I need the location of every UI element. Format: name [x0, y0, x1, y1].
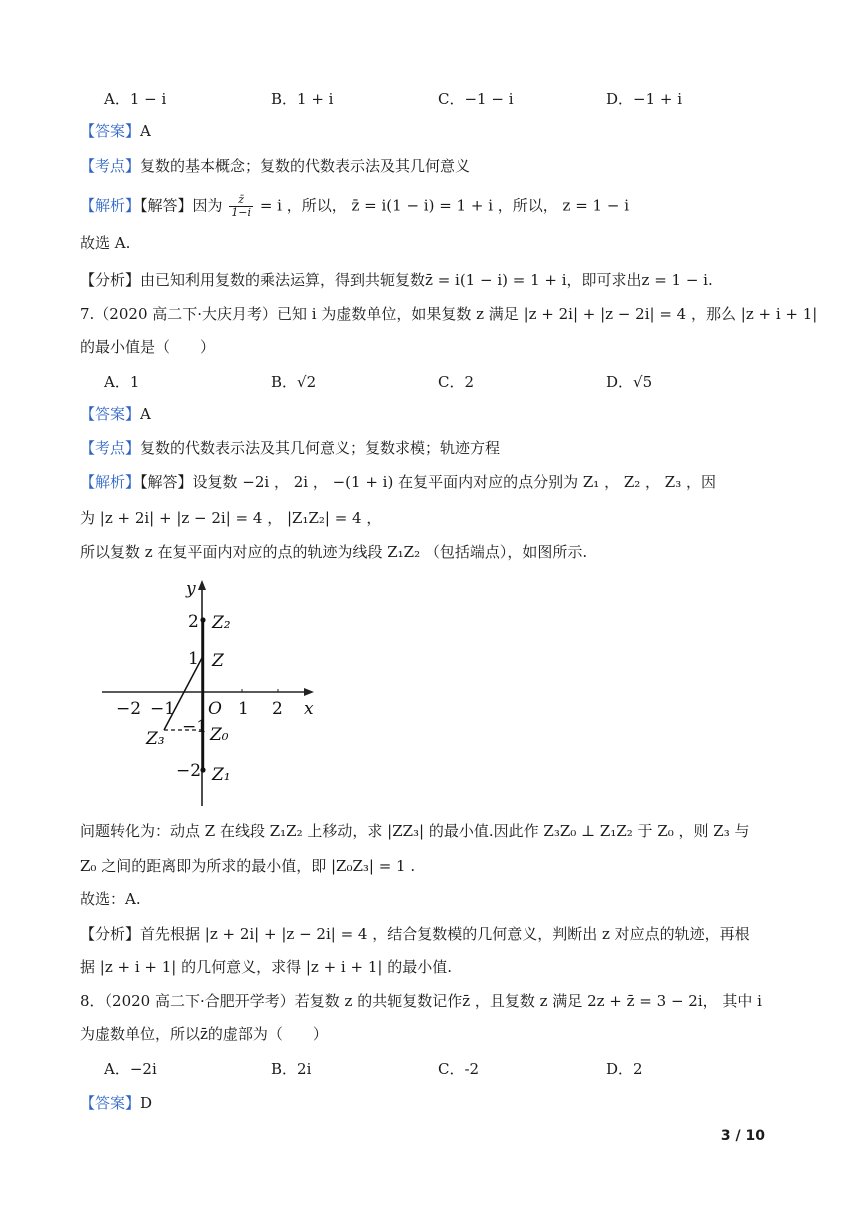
- answer-tag: 【答案】: [80, 122, 141, 140]
- q8-answer-line: [80, 1093, 152, 1113]
- q6-jieda-prefix: 【解答】因为: [140, 196, 223, 215]
- origin-label: O: [208, 699, 222, 719]
- q6-option-a: A．1 − i: [104, 90, 167, 108]
- q7-option-d: D．√5: [606, 373, 653, 391]
- fraction-denominator: 1−i: [231, 206, 252, 219]
- kaodian-tag: 【考点】: [80, 157, 141, 175]
- fenxi-tag: 【分析】: [80, 925, 141, 943]
- q6-fenxi: 由已知利用复数的乘法运算，得到共轭复数z̄ = i(1 − i) = 1 + i，即可求出z = 1 − i.: [140, 271, 713, 289]
- tick-label-y-2: 2: [188, 612, 199, 632]
- y-label: y: [186, 579, 196, 599]
- q7-option-b: B．√2: [271, 373, 317, 391]
- tick-label-x-2: 2: [272, 699, 283, 719]
- q7-jiexi-text1: 【解答】设复数 −2i ， 2i ， −(1 + i) 在复平面内对应的点分别为 Z₁ ， Z₂ ， Z₃ ，因: [140, 473, 717, 491]
- q7-answer-line: [80, 404, 151, 424]
- q7-option-c: C．2: [438, 373, 475, 391]
- q6-kaodian-line: [80, 156, 470, 176]
- q7-jiexi-line4: 问题转化为：动点 Z 在线段 Z₁Z₂ 上移动，求 |ZZ₃| 的最小值.因此作 Z₃Z₀ ⊥ Z₁Z₂ 于 Z₀ ，则 Z₃ 与: [80, 822, 750, 840]
- tick-label-y-m2: −2: [176, 761, 202, 781]
- q7-fenxi-line1: [80, 924, 750, 944]
- jiexi-tag: 【解析】: [80, 473, 141, 491]
- x-axis-arrow-icon: [304, 688, 314, 696]
- q7-kaodian: 复数的代数表示法及其几何意义；复数求模；轨迹方程: [140, 439, 501, 457]
- kaodian-tag: 【考点】: [80, 439, 141, 457]
- q8-stem-line1: 8．（2020 高二下·合肥开学考）若复数 z 的共轭复数记作z̄ ，且复数 z 满足 2z + z̄ = 3 − 2i， 其中 i: [80, 992, 762, 1010]
- point-z2: [200, 617, 205, 622]
- q7-stem-line1: 7.（2020 高二下·大庆月考）已知 i 为虚数单位，如果复数 z 满足 |z + 2i| + |z − 2i| = 4 ，那么 |z + i + 1|: [80, 305, 818, 323]
- label-z0: Z₀: [210, 725, 229, 745]
- tick-label-x-m2: −2: [116, 699, 142, 719]
- q8-option-a: A．−2i: [104, 1060, 157, 1078]
- y-axis-arrow-icon: [198, 580, 206, 590]
- fraction-numerator: z̄: [229, 194, 253, 207]
- q6-answer-line: [80, 121, 151, 141]
- complex-plane-figure: [92, 572, 332, 812]
- q7-jiexi-line1: [80, 472, 716, 492]
- q8-option-d: D．2: [606, 1060, 643, 1078]
- q7-answer: A: [140, 405, 151, 423]
- q8-stem-line2: 为虚数单位，所以z̄的虚部为（ ）: [80, 1025, 328, 1043]
- label-z1: Z₁: [212, 765, 231, 785]
- point-z1: [200, 767, 205, 772]
- q7-option-a: A．1: [104, 373, 140, 391]
- q6-option-c: C．−1 − i: [438, 90, 514, 108]
- q7-jiexi-line3: 所以复数 z 在复平面内对应的点的轨迹为线段 Z₁Z₂ （包括端点），如图所示.: [80, 543, 588, 561]
- q6-jiexi-line: [80, 194, 629, 219]
- q7-jiexi-line5: Z₀ 之间的距离即为所求的最小值，即 |Z₀Z₃| = 1 .: [80, 857, 416, 875]
- tick-label-y-1: 1: [188, 649, 199, 669]
- q6-answer: A: [140, 122, 151, 140]
- fenxi-tag: 【分析】: [80, 271, 141, 289]
- q8-option-b: B．2i: [271, 1060, 312, 1078]
- jiexi-tag: 【解析】: [80, 196, 141, 215]
- q7-stem-line2: 的最小值是（ ）: [80, 338, 216, 356]
- answer-tag: 【答案】: [80, 405, 141, 423]
- label-z2: Z₂: [212, 613, 231, 633]
- q7-kaodian-line: [80, 438, 500, 458]
- label-z3: Z₃: [146, 729, 165, 749]
- q6-fenxi-line: [80, 270, 713, 290]
- q6-select: 故选 A.: [80, 234, 131, 252]
- q6-option-d: D．−1 + i: [606, 90, 683, 108]
- tick-label-y-m1: −1: [182, 717, 208, 737]
- q7-jiexi-line2: 为 |z + 2i| + |z − 2i| = 4 ， |Z₁Z₂| = 4 ，: [80, 509, 382, 527]
- page-number: 3 / 10: [720, 1128, 765, 1144]
- answer-tag: 【答案】: [80, 1094, 141, 1112]
- q7-fenxi-text1: 首先根据 |z + 2i| + |z − 2i| = 4 ，结合复数模的几何意义，判断出 z 对应点的轨迹，再根: [140, 925, 750, 943]
- q8-answer: D: [140, 1094, 153, 1112]
- q6-option-b: B．1 + i: [271, 90, 334, 108]
- q7-select: 故选：A.: [80, 890, 141, 908]
- q6-kaodian: 复数的基本概念；复数的代数表示法及其几何意义: [140, 157, 471, 175]
- q7-fenxi-line2: 据 |z + i + 1| 的几何意义，求得 |z + i + 1| 的最小值.: [80, 958, 452, 976]
- q6-fraction: [229, 194, 253, 219]
- label-z: Z: [212, 651, 224, 671]
- tick-label-x-m1: −1: [150, 699, 176, 719]
- q8-option-c: C．-2: [438, 1060, 480, 1078]
- q6-jiexi-rest: = i ，所以， z̄ = i(1 − i) = 1 + i ，所以， z = 1 − i: [259, 196, 629, 215]
- x-label: x: [304, 699, 314, 719]
- tick-label-x-1: 1: [238, 699, 249, 719]
